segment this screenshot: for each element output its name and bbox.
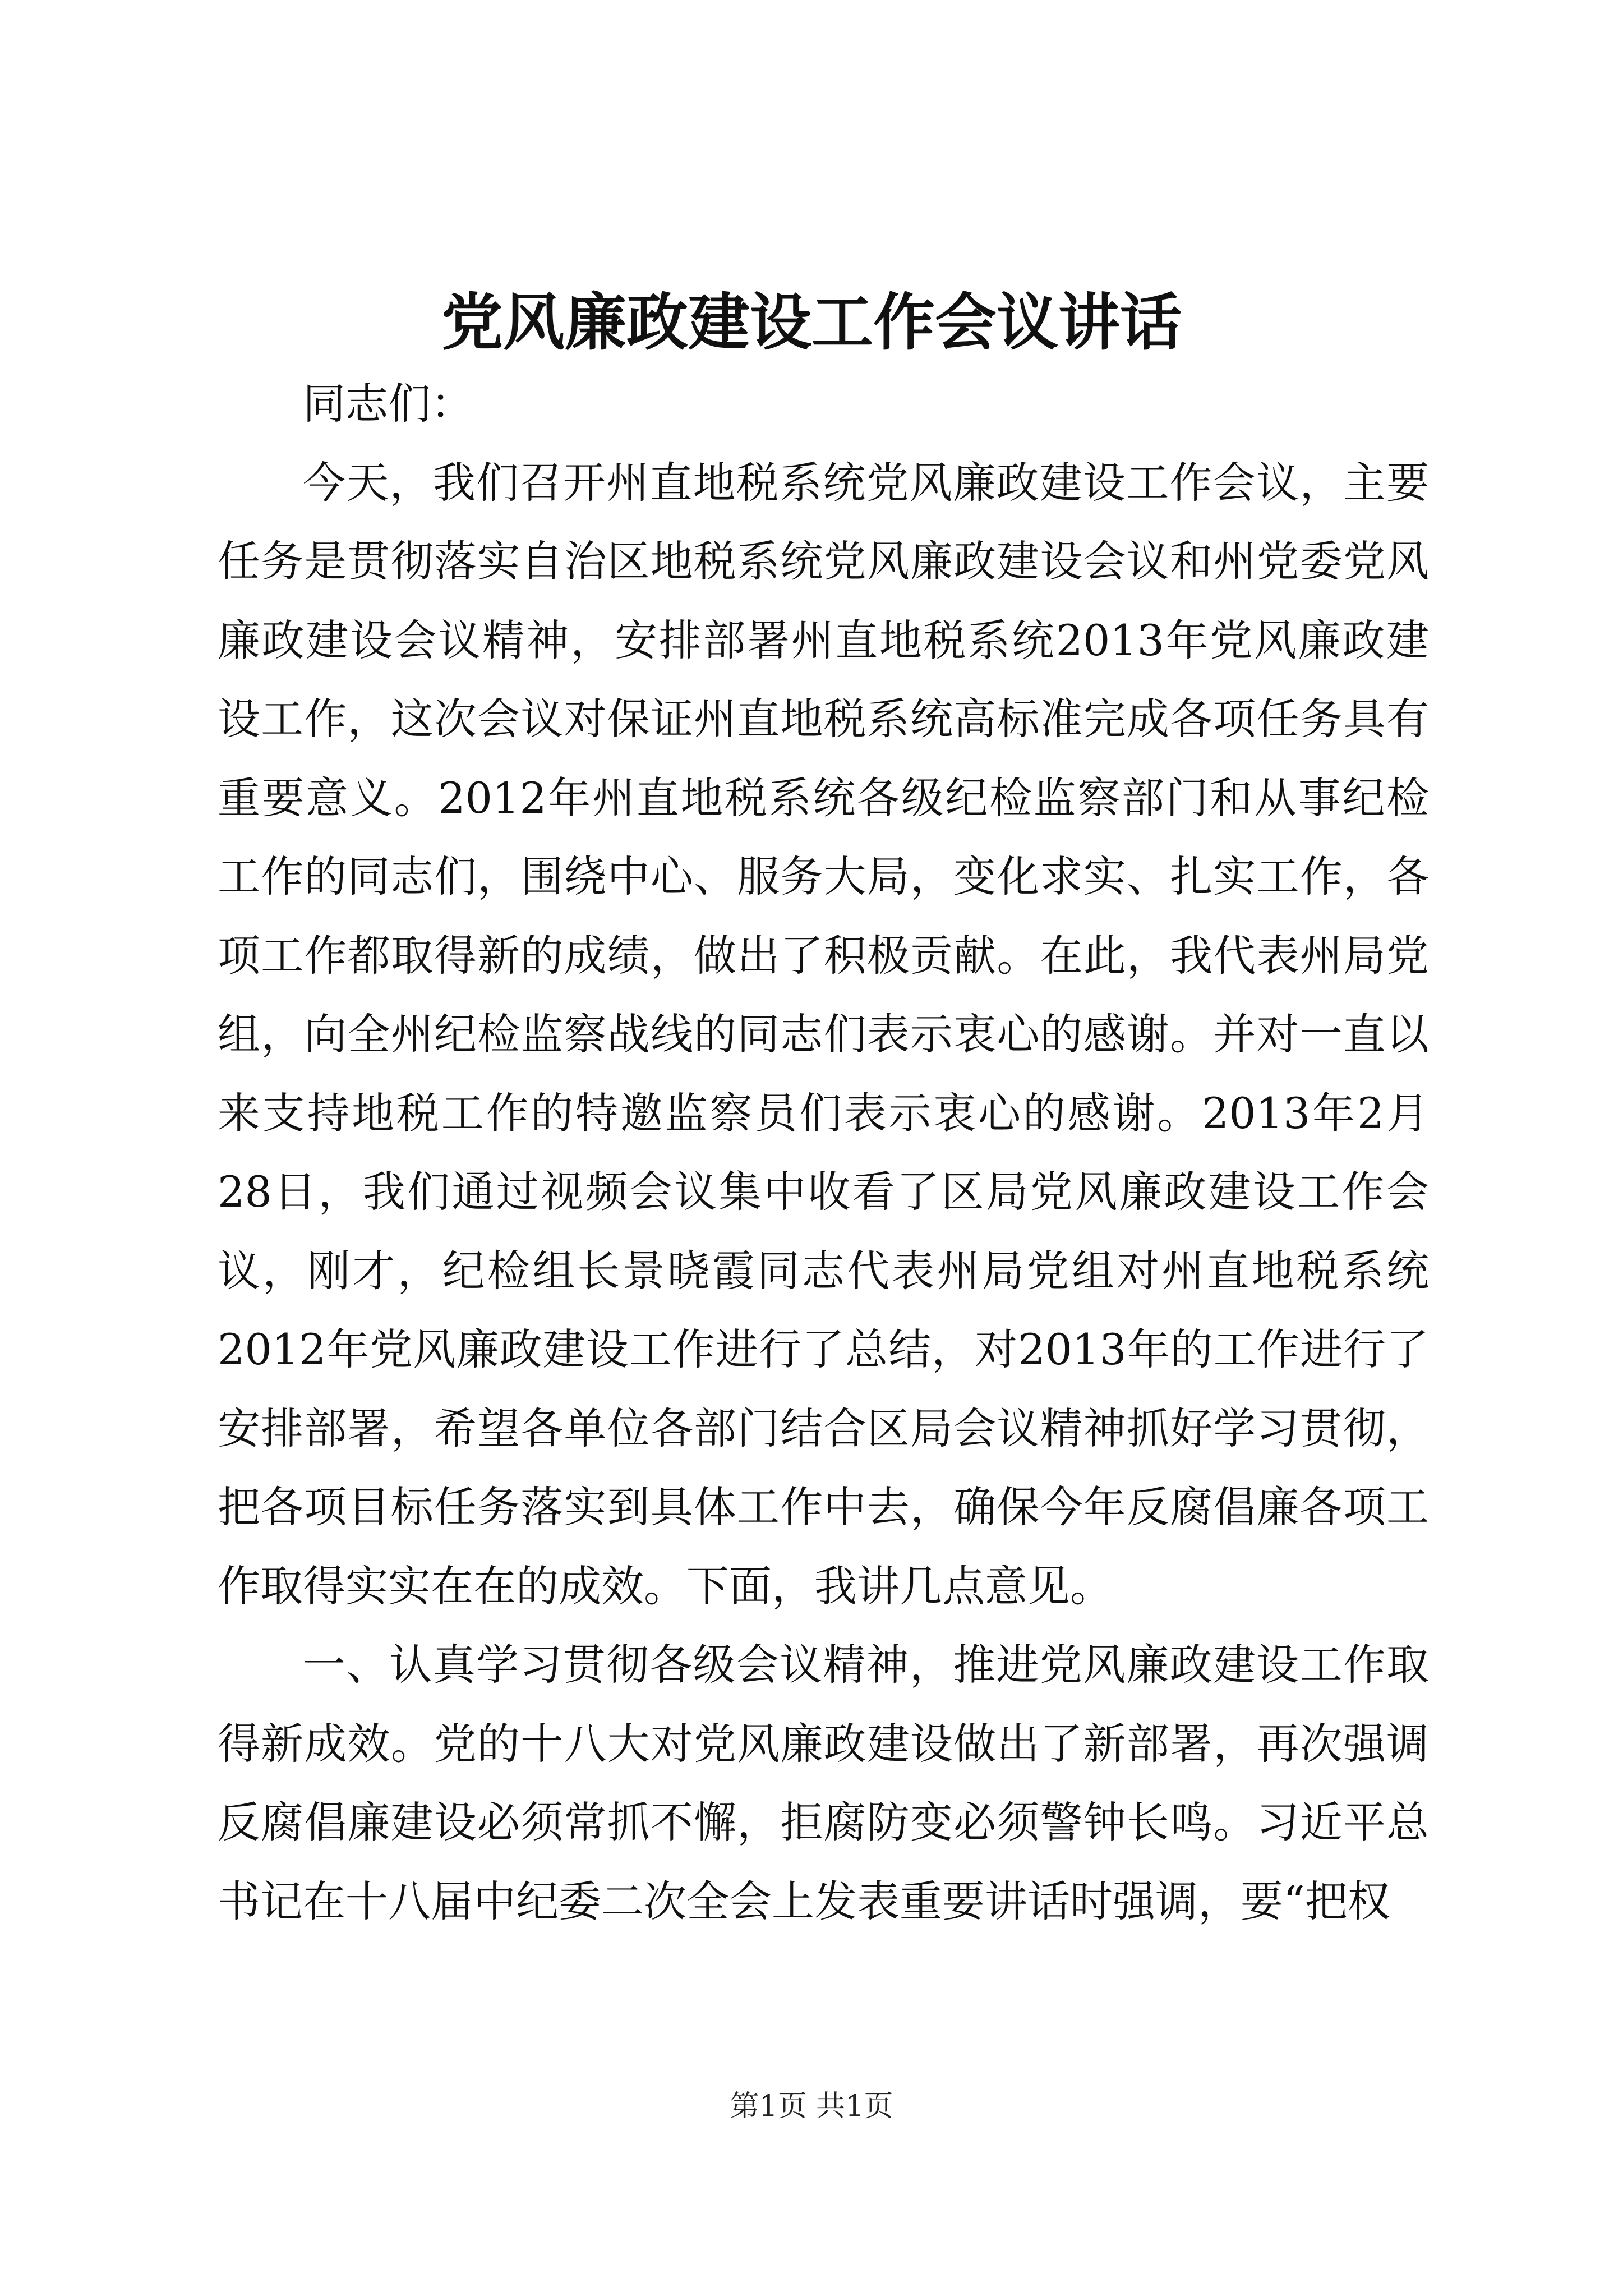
document-body [218, 365, 1429, 1941]
body-paragraph-2: 一、认真学习贯彻各级会议精神，推进党风廉政建设工作取得新成效。党的十八大对党风廉政建设做出了新部署，再次强调反腐倡廉建设必须常抓不懈，拒腐防变必须警钟长鸣。习近平总书记在十八届中纪委二次全会上发表重要讲话时强调，要“把权 [218, 1640, 1429, 1926]
body-paragraph-1: 今天，我们召开州直地税系统党风廉政建设工作会议，主要任务是贯彻落实自治区地税系统党风廉政建设会议和州党委党风廉政建设会议精神，安排部署州直地税系统2013年党风廉政建设工作，这次会议对保证州直地税系统高标准完成各项任务具有重要意义。2012年州直地税系统各级纪检监察部门和从事纪检工作的同志们，围绕中心、服务大局，变化求实、扎实工作，各项工作都取得新的成绩，做出了积极贡献。在此，我代表州局党组，向全州纪检监察战线的同志们表示衷心的感谢。并对一直以来支持地税工作的特邀监察员们表示衷心的感谢。2013年2月28日，我们通过视频会议集中收看了区局党风廉政建设工作会议，刚才，纪检组长景晓霞同志代表州局党组对州直地税系统2012年党风廉政建设工作进行了总结，对2013年的工作进行了安排部署，希望各单位各部门结合区局会议精神抓好学习贯彻，把各项目标任务落实到具体工作中去，确保今年反腐倡廉各项工作取得实实在在的成效。下面，我讲几点意见。 [218, 457, 1429, 1611]
document-title: 党风廉政建设工作会议讲话 [441, 286, 1182, 358]
page-footer: 第1页 共1页 [730, 2090, 893, 2123]
salutation-paragraph: 同志们： [303, 379, 473, 429]
